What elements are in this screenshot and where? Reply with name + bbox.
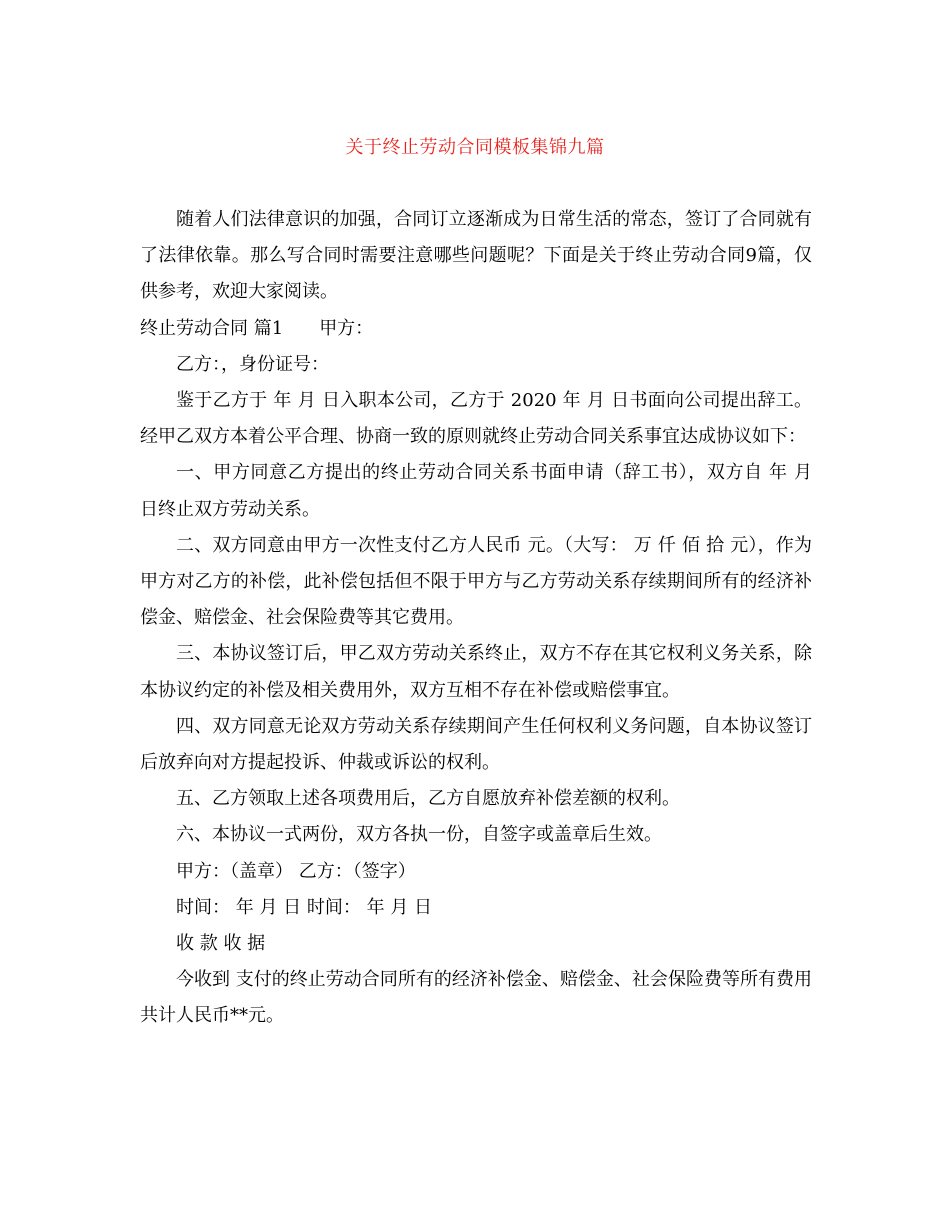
clause-3: 三、本协议签订后，甲乙双方劳动关系终止，双方不存在其它权利义务关系，除本协议约定的补偿及相关费用外，双方互相不存在补偿或赔偿事宜。 — [140, 643, 812, 701]
whereas-paragraph: 鉴于乙方于 年 月 日入职本公司，乙方于 2020 年 月 日书面向公司提出辞工。经甲乙双方本着公平合理、协商一致的原则就终止劳动合同关系事宜达成协议如下： — [140, 390, 812, 448]
signature-line: 甲方：（盖章） 乙方：（签字） — [176, 860, 416, 882]
clause-5: 五、乙方领取上述各项费用后，乙方自愿放弃补偿差额的权利。 — [176, 788, 680, 810]
receipt-paragraph: 今收到 支付的终止劳动合同所有的经济补偿金、赔偿金、社会保险费等所有费用共计人民币**元。 — [140, 969, 812, 1027]
receipt-heading: 收 款 收 据 — [176, 933, 266, 955]
clause-6: 六、本协议一式两份，双方各执一份，自签字或盖章后生效。 — [176, 824, 662, 846]
section-heading: 终止劳动合同 篇1 — [140, 317, 284, 339]
clause-2: 二、双方同意由甲方一次性支付乙方人民币 元。（大写： 万 仟 佰 拾 元），作为甲方对乙方的补偿，此补偿包括但不限于甲方与乙方劳动关系存续期间所有的经济补偿金、赔偿金、社会保险费等其它费用。 — [140, 534, 812, 629]
section-heading-line — [140, 311, 812, 347]
clause-1: 一、甲方同意乙方提出的终止劳动合同关系书面申请（辞工书），双方自 年 月 日终止双方劳动关系。 — [140, 462, 812, 520]
date-line: 时间： 年 月 日 时间： 年 月 日 — [176, 896, 433, 918]
clause-4: 四、双方同意无论双方劳动关系存续期间产生任何权利义务问题，自本协议签订后放弃向对方提起投诉、仲裁或诉讼的权利。 — [140, 715, 812, 774]
document-title: 关于终止劳动合同模板集锦九篇 — [345, 137, 605, 158]
party-b-line: 乙方：，身份证号： — [176, 353, 329, 375]
document-body — [140, 202, 812, 1035]
intro-paragraph: 随着人们法律意识的加强，合同订立逐渐成为日常生活的常态，签订了合同就有了法律依靠。那么写合同时需要注意哪些问题呢？下面是关于终止劳动合同9篇，仅供参考，欢迎大家阅读。 — [140, 209, 812, 303]
party-a-label: 甲方： — [319, 317, 374, 339]
